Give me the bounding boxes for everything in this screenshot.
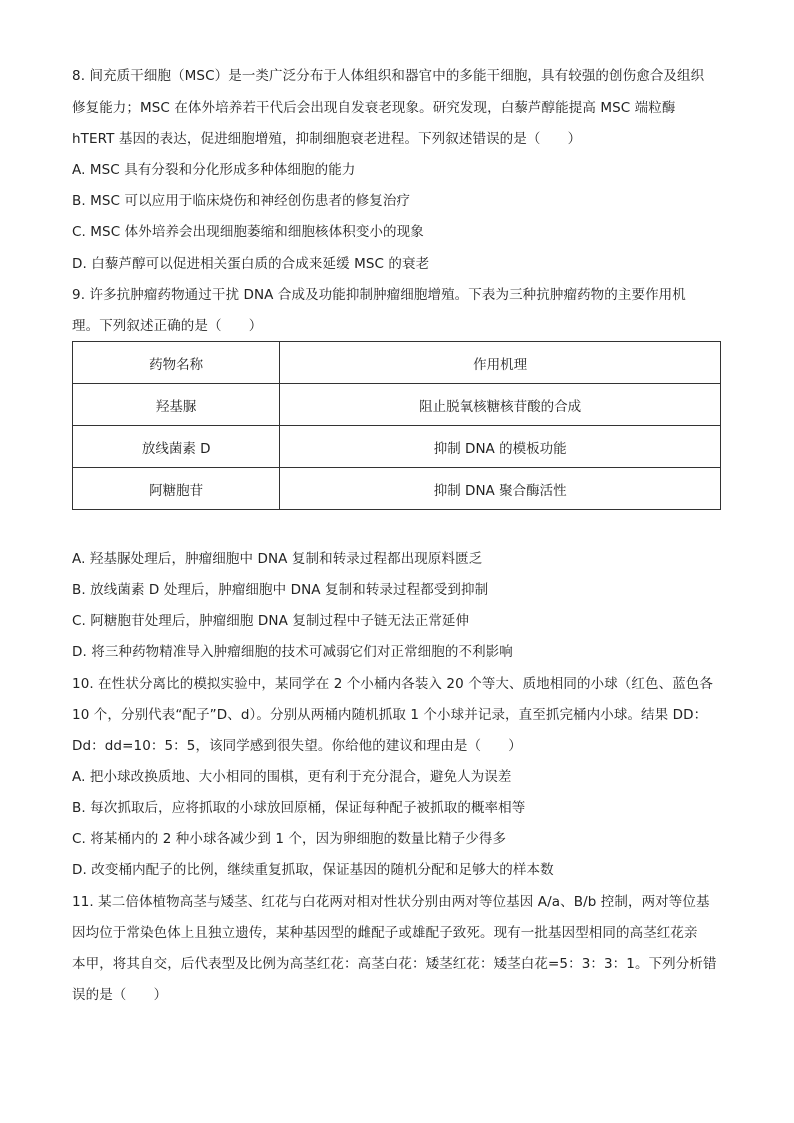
table-row [73,468,721,510]
q8-stem-line-3: hTERT 基因的表达，促进细胞增殖，抑制细胞衰老进程。下列叙述错误的是（ ） [72,131,582,147]
q10-option-c: C. 将某桶内的 2 种小球各减少到 1 个，因为卵细胞的数量比精子少得多 [72,831,507,847]
table-row [73,426,721,468]
q10-option-a: A. 把小球改换质地、大小相同的围棋，更有利于充分混合，避免人为误差 [72,769,512,785]
q10-stem-line-3: Dd：dd=10：5：5，该同学感到很失望。你给他的建议和理由是（ ） [72,738,522,754]
q10-option-d: D. 改变桶内配子的比例，继续重复抓取，保证基因的随机分配和足够大的样本数 [72,862,554,878]
q8-option-a: A. MSC 具有分裂和分化形成多种体细胞的能力 [72,162,356,178]
table-cell-drug: 羟基脲 [73,384,280,426]
table-cell-drug: 放线菌素 D [73,426,280,468]
table-header-mechanism: 作用机理 [280,342,721,384]
q9-stem-line-2: 理。下列叙述正确的是（ ） [72,318,263,334]
q10-stem-line-2: 10 个，分别代表“配子”D、d）。分别从两桶内随机抓取 1 个小球并记录，直至抓完桶内小球。结果 DD： [72,707,708,723]
table-cell-drug: 阿糖胞苷 [73,468,280,510]
q10-option-b: B. 每次抓取后，应将抓取的小球放回原桶，保证每种配子被抓取的概率相等 [72,800,526,816]
q11-stem-line-2: 因均位于常染色体上且独立遗传，某种基因型的雌配子或雄配子致死。现有一批基因型相同的高茎红花亲 [72,925,698,941]
q9-option-a: A. 羟基脲处理后，肿瘤细胞中 DNA 复制和转录过程都出现原料匮乏 [72,551,483,567]
q9-option-d: D. 将三种药物精准导入肿瘤细胞的技术可减弱它们对正常细胞的不利影响 [72,644,513,660]
table-header-drug-name: 药物名称 [73,342,280,384]
table-cell-mechanism: 阻止脱氧核糖核苷酸的合成 [280,384,721,426]
q8-option-c: C. MSC 体外培养会出现细胞萎缩和细胞核体积变小的现象 [72,224,424,240]
table-header-row [73,342,721,384]
q8-option-d: D. 白藜芦醇可以促进相关蛋白质的合成来延缓 MSC 的衰老 [72,256,430,272]
q11-stem-line-3: 本甲，将其自交，后代表型及比例为高茎红花：高茎白花：矮茎红花：矮茎白花=5：3：3：1。下列分析错 [72,956,717,972]
q11-stem-line-1: 11. 某二倍体植物高茎与矮茎、红花与白花两对相对性状分别由两对等位基因 A/a、B/b 控制，两对等位基 [72,894,710,910]
table-row [73,384,721,426]
table-cell-mechanism: 抑制 DNA 聚合酶活性 [280,468,721,510]
q9-option-c: C. 阿糖胞苷处理后，肿瘤细胞 DNA 复制过程中子链无法正常延伸 [72,613,470,629]
table-cell-mechanism: 抑制 DNA 的模板功能 [280,426,721,468]
q8-stem-line-1: 8. 间充质干细胞（MSC）是一类广泛分布于人体组织和器官中的多能干细胞，具有较强的创伤愈合及组织 [72,68,705,84]
q11-stem-line-4: 误的是（ ） [72,987,168,1003]
q9-stem-line-1: 9. 许多抗肿瘤药物通过干扰 DNA 合成及功能抑制肿瘤细胞增殖。下表为三种抗肿瘤药物的主要作用机 [72,287,686,303]
q9-option-b: B. 放线菌素 D 处理后，肿瘤细胞中 DNA 复制和转录过程都受到抑制 [72,582,489,598]
q8-option-b: B. MSC 可以应用于临床烧伤和神经创伤患者的修复治疗 [72,193,411,209]
q10-stem-line-1: 10. 在性状分离比的模拟实验中，某同学在 2 个小桶内各装入 20 个等大、质地相同的小球（红色、蓝色各 [72,676,713,692]
drug-mechanism-table [72,341,721,510]
q8-stem-line-2: 修复能力；MSC 在体外培养若干代后会出现自发衰老现象。研究发现，白藜芦醇能提高 MSC 端粒酶 [72,100,676,116]
